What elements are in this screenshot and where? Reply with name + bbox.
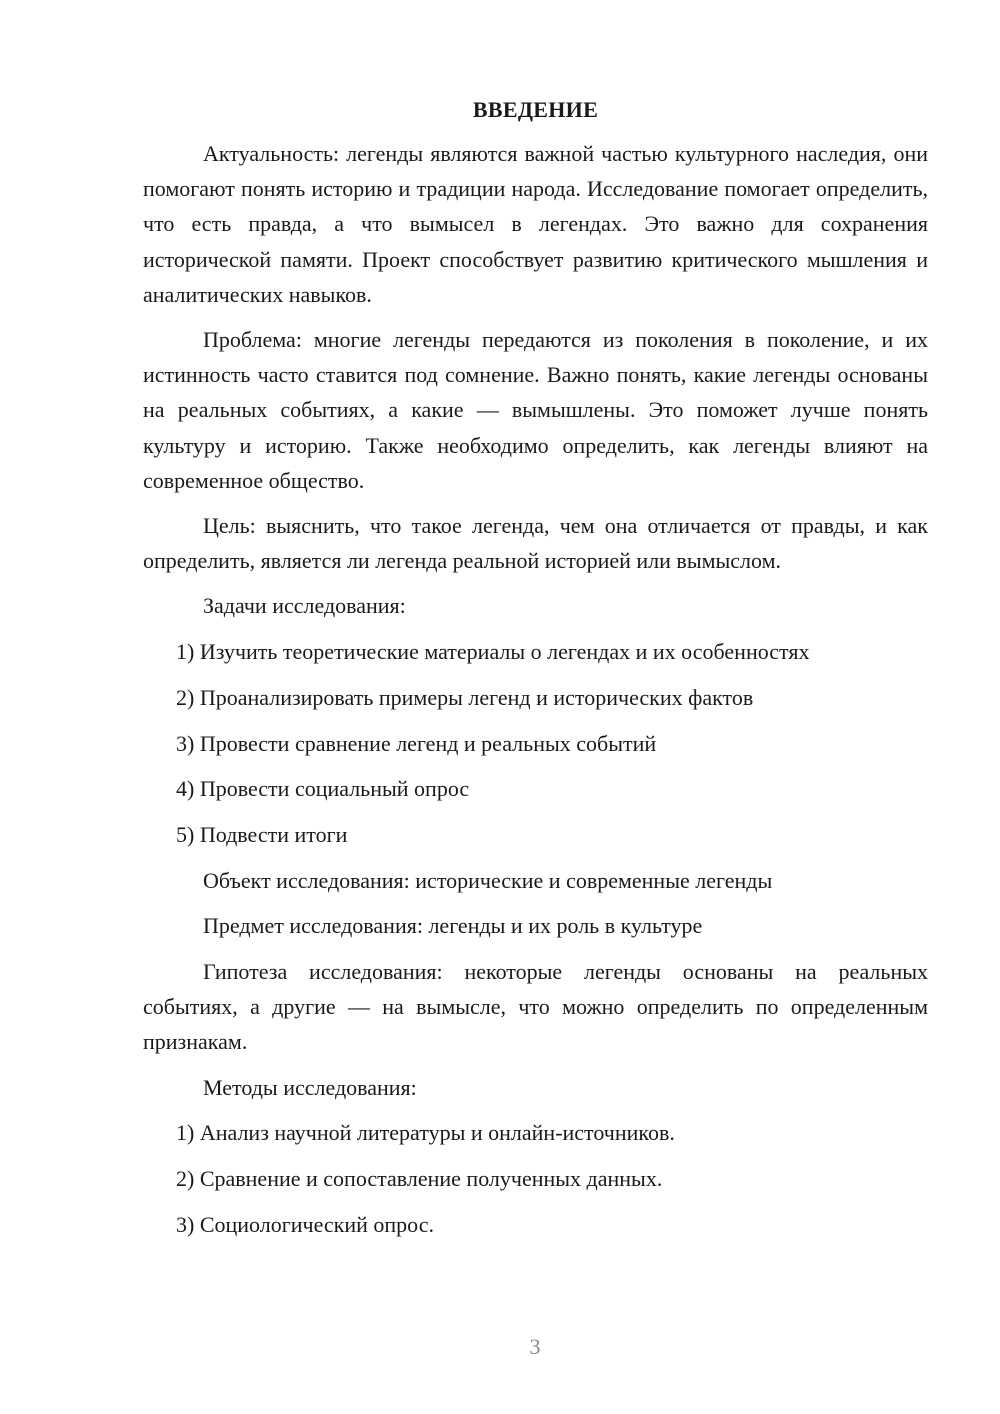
object-line: Объект исследования: исторические и современные легенды bbox=[203, 867, 773, 893]
methods-heading: Методы исследования: bbox=[203, 1074, 417, 1100]
tasks-heading: Задачи исследования: bbox=[203, 593, 406, 619]
list-item: 4) Провести социальный опрос bbox=[176, 776, 470, 802]
document-page bbox=[143, 94, 928, 1252]
list-item: 3) Провести сравнение легенд и реальных событий bbox=[176, 730, 657, 756]
list-item: 1) Изучить теоретические материалы о легендах и их особенностях bbox=[176, 639, 810, 665]
list-item: 3) Социологический опрос. bbox=[176, 1211, 434, 1237]
subject-line: Предмет исследования: легенды и их роль в культуре bbox=[203, 913, 703, 939]
section-title: ВВЕДЕНИЕ bbox=[472, 97, 599, 122]
goal-paragraph: Цель: выяснить, что такое легенда, чем она отличается от правды, и как определить, является ли легенда реальной историей или вымыслом. bbox=[143, 513, 928, 574]
list-item: 1) Анализ научной литературы и онлайн-источников. bbox=[176, 1120, 675, 1146]
methods-list bbox=[143, 1115, 928, 1242]
hypothesis-paragraph: Гипотеза исследования: некоторые легенды основаны на реальных событиях, а другие — на вымысле, что можно определить по определенным признакам. bbox=[143, 959, 928, 1055]
problem-paragraph: Проблема: многие легенды передаются из поколения в поколение, и их истинность часто ставится под сомнение. Важно понять, какие легенды основаны на реальных событиях, а какие — вымышлены. Это поможет лучше понять культуру и историю. Также необходимо определить, как легенды влияют на современное общество. bbox=[143, 327, 928, 493]
tasks-list bbox=[143, 634, 928, 852]
list-item: 2) Проанализировать примеры легенд и исторических фактов bbox=[176, 684, 754, 710]
relevance-paragraph: Актуальность: легенды являются важной частью культурного наследия, они помогают понять историю и традиции народа. Исследование помогает определить, что есть правда, а что вымысел в легендах. Это важно для сохранения исторической памяти. Проект способствует развитию критического мышления и аналитических навыков. bbox=[143, 141, 928, 307]
list-item: 5) Подвести итоги bbox=[176, 821, 348, 847]
list-item: 2) Сравнение и сопоставление полученных данных. bbox=[176, 1166, 663, 1192]
page-number: 3 bbox=[529, 1334, 541, 1359]
